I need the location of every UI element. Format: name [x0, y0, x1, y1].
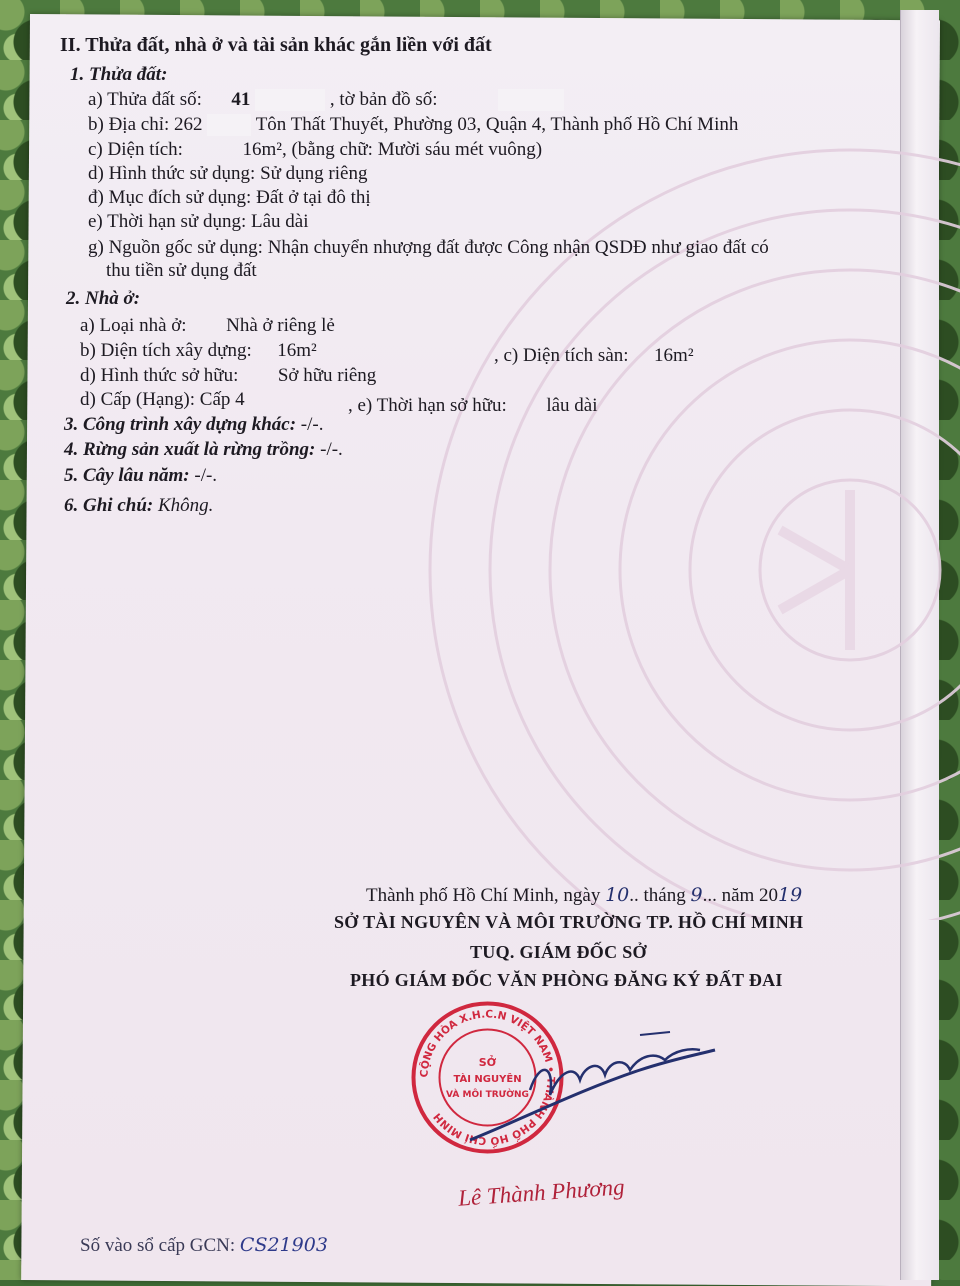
- house-type-value: Nhà ở riêng lẻ: [226, 315, 335, 336]
- certificate-row: [80, 1234, 328, 1257]
- month-label: tháng: [643, 885, 686, 906]
- use-form-label: d) Hình thức sử dụng:: [88, 163, 256, 184]
- forest-value: -/-.: [320, 439, 343, 460]
- area-label: c) Diện tích:: [88, 139, 183, 160]
- redacted-map-sheet: [498, 89, 564, 111]
- plot-number: 41: [231, 89, 251, 110]
- own-term-label: , e) Thời hạn sở hữu:: [348, 395, 507, 416]
- house-type-label: a) Loại nhà ở:: [80, 315, 187, 336]
- handwritten-signature: [460, 1020, 730, 1160]
- build-area-label: b) Diện tích xây dựng:: [80, 340, 252, 361]
- ownership-value: Sở hữu riêng: [277, 365, 377, 386]
- purpose-label: đ) Mục đích sử dụng:: [88, 187, 252, 208]
- certificate-label: Số vào sổ cấp GCN:: [80, 1235, 236, 1256]
- address-rest: Tôn Thất Thuyết, Phường 03, Quận 4, Thành phố Hồ Chí Minh: [255, 114, 739, 135]
- floor-area-label: , c) Diện tích sàn:: [494, 345, 629, 366]
- house-type-row: [80, 315, 335, 337]
- use-form-row: [88, 163, 367, 185]
- place-date: Thành phố Hồ Chí Minh, ngày 10.. tháng 9... năm 2019: [366, 884, 803, 906]
- ownership-label: d) Hình thức sở hữu:: [80, 365, 239, 386]
- other-works-label: 3. Công trình xây dựng khác:: [64, 414, 297, 435]
- date-day: 10: [605, 884, 630, 906]
- area-row: [88, 139, 542, 161]
- term-value: Lâu dài: [251, 211, 309, 232]
- other-works-value: -/-.: [300, 414, 324, 435]
- area-value: 16m², (bằng chữ: Mười sáu mét vuông): [242, 139, 543, 160]
- use-form-value: Sử dụng riêng: [260, 163, 368, 184]
- own-term-value: lâu dài: [546, 395, 598, 416]
- year-label: năm 20: [721, 885, 779, 906]
- build-area-value: 16m²: [277, 340, 317, 361]
- origin-row: [88, 237, 769, 259]
- origin-value-1: Nhận chuyển nhượng đất được Công nhận QSDĐ như giao đất có: [267, 237, 769, 258]
- term-row: [88, 211, 309, 233]
- address-number: 262: [174, 114, 203, 135]
- perennial-value: -/-.: [194, 465, 218, 486]
- note-row: [64, 495, 213, 517]
- plot-label: a) Thửa đất số:: [88, 89, 202, 110]
- build-area-row: [80, 340, 317, 362]
- perennial-label: 5. Cây lâu năm:: [64, 465, 190, 486]
- redacted-address: [207, 114, 251, 136]
- purpose-value: Đất ở tại đô thị: [256, 187, 371, 208]
- address-label: b) Địa chỉ:: [88, 114, 170, 135]
- note-value: Không.: [157, 495, 214, 516]
- on-behalf: TUQ. GIÁM ĐỐC SỞ: [470, 942, 647, 962]
- floor-area-row: [494, 345, 694, 367]
- seal-center-3: VÀ MÔI TRƯỜNG: [446, 1090, 529, 1100]
- own-term-row: [348, 395, 598, 417]
- floor-area-value: 16m²: [654, 345, 694, 366]
- seal-ring-text: CỘNG HÒA X.H.C.N VIỆT NAM • THÀNH PHỐ HỒ CHÍ MINH: [418, 1008, 557, 1147]
- seal-center-2: TÀI NGUYÊN: [453, 1074, 522, 1085]
- land-heading: 1. Thửa đất:: [70, 64, 168, 85]
- forest-row: [64, 439, 343, 461]
- perennial-row: [64, 465, 217, 487]
- purpose-row: [88, 187, 371, 209]
- signer-name: Lê Thành Phương: [457, 1174, 626, 1211]
- grade-row: [80, 389, 245, 411]
- origin-value-2: thu tiền sử dụng đất: [106, 260, 257, 281]
- house-heading: 2. Nhà ở:: [66, 288, 141, 309]
- grade-value: Cấp 4: [199, 389, 245, 410]
- date-year: 19: [778, 884, 803, 906]
- grade-label: d) Cấp (Hạng):: [80, 389, 196, 410]
- date-month: 9: [690, 884, 703, 906]
- plot-row: [88, 89, 564, 111]
- section-title: II. Thửa đất, nhà ở và tài sản khác gắn liền với đất: [60, 34, 492, 56]
- map-sheet-label: , tờ bản đồ số:: [329, 89, 438, 110]
- other-works-row: [64, 414, 323, 436]
- redacted-plot: [255, 89, 325, 111]
- seal-center-1: SỞ: [478, 1056, 497, 1069]
- origin-label: g) Nguồn gốc sử dụng:: [88, 237, 263, 258]
- place-date-prefix: Thành phố Hồ Chí Minh, ngày: [366, 885, 601, 906]
- note-label: 6. Ghi chú:: [64, 495, 154, 516]
- term-label: e) Thời hạn sử dụng:: [88, 211, 247, 232]
- ownership-row: [80, 365, 376, 387]
- signer-position: PHÓ GIÁM ĐỐC VĂN PHÒNG ĐĂNG KÝ ĐẤT ĐAI: [350, 970, 783, 990]
- issuing-org: SỞ TÀI NGUYÊN VÀ MÔI TRƯỜNG TP. HỒ CHÍ MINH: [334, 912, 804, 932]
- forest-label: 4. Rừng sản xuất là rừng trồng:: [64, 439, 316, 460]
- address-row: [88, 114, 738, 136]
- certificate-number: CS21903: [239, 1234, 328, 1256]
